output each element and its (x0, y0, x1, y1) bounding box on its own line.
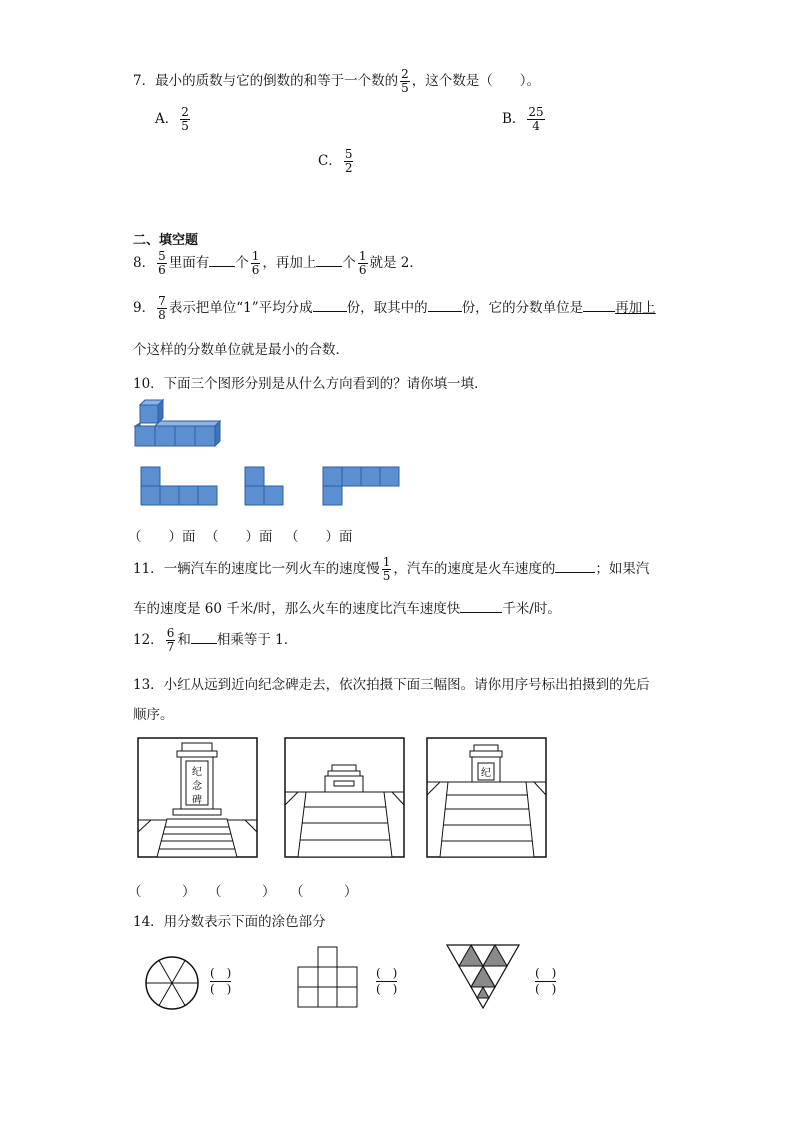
option-a-fraction: $\frac{2}{5}$ (181, 105, 189, 133)
denominator-blank[interactable]: ( ) (535, 982, 557, 996)
q8-number: 8． (133, 255, 156, 271)
monument-char: 碑 (192, 795, 202, 806)
q13-picture-1 (137, 737, 259, 859)
q7-fraction: $\frac{2}{5}$ (401, 67, 409, 95)
q8-blank-2[interactable] (316, 254, 342, 267)
q10-answer-3[interactable]: （ ）面 (285, 529, 353, 545)
q10-answer-1[interactable]: （ ）面 (128, 529, 196, 545)
q11-number: 11． (133, 561, 164, 577)
q14-circle-figure (144, 955, 200, 1011)
q14-triangle-figure (446, 944, 520, 1010)
q9-blank-1[interactable] (313, 299, 347, 312)
q11-fraction: $\frac{1}{5}$ (382, 555, 391, 583)
q11-text: ，汽车的速度是火车速度的 (393, 561, 556, 577)
q8-fraction-3: $\frac{1}{6}$ (358, 249, 367, 277)
q8-text: ，再加上 (262, 255, 317, 271)
q9-number: 9． (133, 300, 156, 316)
q7-option-c[interactable] (318, 148, 355, 175)
q11-text: 千米/时。 (502, 601, 561, 617)
q9-line1 (133, 295, 656, 322)
q12-number: 12． (133, 632, 164, 648)
q13-line1: 13．小红从远到近向纪念碑走去，依次拍摄下面三幅图。请你用序号标出拍摄到的先后 (133, 677, 650, 693)
option-b-fraction: $\frac{25}{4}$ (528, 105, 544, 133)
q12-fraction: $\frac{6}{7}$ (166, 626, 175, 654)
numerator-blank[interactable]: ( ) (376, 966, 398, 980)
q10-question: 10．下面三个图形分别是从什么方向看到的？请你填一填． (133, 376, 488, 392)
monument-char: 纪 (481, 768, 491, 779)
q7-option-b[interactable] (502, 106, 547, 133)
q13-answer-1[interactable]: （ ） (128, 884, 196, 900)
q12-text: 相乘等于 1． (216, 632, 298, 648)
q13-answer-2[interactable]: （ ） (208, 884, 276, 900)
q11-text: 车的速度是 60 千米/时，那么火车的速度比汽车速度快 (133, 601, 461, 617)
q12-blank[interactable] (191, 631, 217, 644)
q10-answer-2[interactable]: （ ）面 (205, 529, 273, 545)
q9-fraction: $\frac{7}{8}$ (158, 294, 166, 322)
q12-line (133, 627, 297, 654)
q8-blank-1[interactable] (209, 254, 235, 267)
denominator-blank[interactable]: ( ) (376, 982, 398, 996)
q14-squares-figure (297, 946, 359, 1008)
q11-text: ；如果汽 (595, 561, 650, 577)
monument-char: 念 (192, 781, 202, 792)
q10-view-2 (244, 466, 286, 506)
q11-line2 (133, 597, 561, 617)
q9-blank-2[interactable] (428, 299, 462, 312)
q7-text-b: ，这个数是（ ）。 (411, 73, 540, 89)
q13-picture-3 (426, 737, 548, 859)
q9-text: 表示把单位“1”平均分成 (168, 300, 313, 316)
option-label: C． (318, 153, 342, 169)
q7-number: 7． (133, 73, 156, 89)
q9-text: 份，它的分数单位是 (461, 300, 584, 316)
q14-fraction-blank-1[interactable] (210, 966, 231, 997)
q12-text: 和 (177, 632, 191, 648)
q14-question: 14．用分数表示下面的涂色部分 (133, 914, 326, 930)
q8-text: 个 (235, 255, 249, 271)
q9-line2: 个这样的分数单位就是最小的合数． (133, 342, 349, 358)
numerator-blank[interactable]: ( ) (210, 966, 232, 980)
q7-text-a: 最小的质数与它的倒数的和等于一个数的 (155, 73, 399, 89)
option-label: B． (502, 111, 526, 127)
option-label: A． (155, 111, 179, 127)
q10-view-3 (322, 466, 402, 506)
q7-option-a[interactable] (155, 106, 192, 133)
q14-fraction-blank-2[interactable] (376, 966, 397, 997)
q13-picture-2 (284, 737, 406, 859)
denominator-blank[interactable]: ( ) (210, 982, 232, 996)
q8-fraction-1: $\frac{5}{6}$ (158, 249, 166, 277)
section-title: 二、填空题 (133, 233, 199, 248)
q10-view-1 (140, 466, 220, 506)
q10-cube-solid (132, 398, 227, 450)
q8-line (133, 250, 423, 277)
q8-text: 就是 2． (369, 255, 423, 271)
q14-fraction-blank-3[interactable] (535, 966, 556, 997)
q11-line1 (133, 556, 649, 583)
option-c-fraction: $\frac{5}{2}$ (344, 147, 353, 175)
q7-line (133, 68, 540, 95)
q8-text: 个 (342, 255, 356, 271)
q11-blank-2[interactable] (460, 600, 502, 613)
q8-fraction-2: $\frac{1}{6}$ (251, 249, 260, 277)
q11-blank-1[interactable] (555, 560, 595, 573)
monument-char: 纪 (192, 767, 202, 778)
q9-text: 再加上 (615, 300, 656, 316)
q11-text: 一辆汽车的速度比一列火车的速度慢 (163, 561, 380, 577)
q13-answer-3[interactable]: （ ） (290, 884, 358, 900)
q8-text: 里面有 (168, 255, 210, 271)
numerator-blank[interactable]: ( ) (535, 966, 557, 980)
q9-blank-3[interactable] (583, 299, 615, 312)
q13-line2: 顺序。 (133, 707, 174, 723)
q9-text: 份，取其中的 (346, 300, 428, 316)
